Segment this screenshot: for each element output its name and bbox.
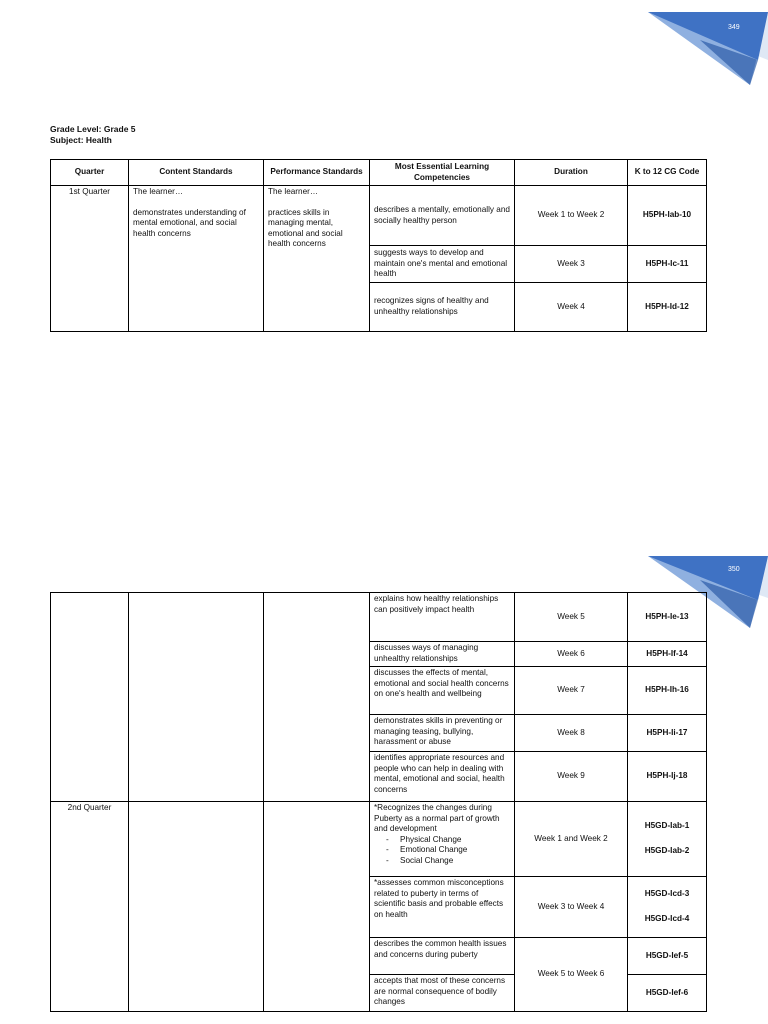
duration-cell: Week 1 and Week 2 [515,802,628,877]
melc-cell: recognizes signs of healthy and unhealthy relationships [370,283,515,332]
duration-cell: Week 9 [515,752,628,802]
puberty-change-list [374,835,510,867]
curriculum-table-page1 [50,159,707,332]
performance-text: practices skills in managing mental, emotional and social health concerns [268,207,343,249]
duration-cell: Week 7 [515,667,628,715]
duration-cell: Week 1 to Week 2 [515,186,628,246]
cg-code-cell: H5GD-Ief-5 [628,938,707,975]
content-intro: The learner… [133,187,184,196]
page-corner-decoration [640,0,768,95]
melc-cell: explains how healthy relationships can positively impact health [370,593,515,642]
cg-code-cell: H5PH-Ij-18 [628,752,707,802]
melc-cell: describes the common health issues and concerns during puberty [370,938,515,975]
header-melc: Most Essential Learning Competencies [370,160,515,186]
cg-code-a: H5GD-Iab-1 [644,821,690,831]
duration-cell: Week 4 [515,283,628,332]
cg-code-cell: H5GD-Ief-6 [628,975,707,1012]
content-text: demonstrates understanding of mental emotional, and social health concerns [133,207,246,238]
quarter-cell: 1st Quarter [51,186,129,332]
page-number: 349 [728,24,740,31]
performance-standards-cell [264,593,370,802]
melc-cell: accepts that most of these concerns are normal consequence of bodily changes [370,975,515,1012]
performance-intro: The learner… [268,187,319,196]
cg-code-cell: H5PH-Ic-11 [628,246,707,283]
grade-level: Grade Level: Grade 5 [50,124,136,134]
list-item: - Physical Change [388,835,510,846]
cg-code-cell [628,877,707,938]
performance-standards-cell [264,186,370,332]
duration-cell: Week 8 [515,715,628,752]
header-duration: Duration [515,160,628,186]
melc-text: *Recognizes the changes during Puberty as a normal part of growth and development [374,803,500,834]
table-row [51,593,707,642]
duration-cell: Week 5 [515,593,628,642]
melc-cell: identifies appropriate resources and people who can help in dealing with mental, emotional and social, health concerns [370,752,515,802]
content-standards-cell [129,802,264,1012]
quarter-cell [51,593,129,802]
cg-code-b: H5GD-Iab-2 [644,846,690,855]
table-row [51,802,707,877]
header-quarter: Quarter [51,160,129,186]
cg-code-cell: H5PH-Ih-16 [628,667,707,715]
quarter-cell: 2nd Quarter [51,802,129,1012]
duration-cell: Week 6 [515,642,628,667]
list-item: - Social Change [388,856,510,867]
duration-cell: Week 3 to Week 4 [515,877,628,938]
cg-code-b: H5GD-Icd-4 [644,914,690,923]
cg-code-cell [628,802,707,877]
melc-cell: discusses the effects of mental, emotional and social health concerns on one's health and wellbeing [370,667,515,715]
duration-cell: Week 3 [515,246,628,283]
page-number: 350 [728,566,740,573]
duration-cell: Week 5 to Week 6 [515,938,628,1012]
cg-code-cell: H5PH-Ie-13 [628,593,707,642]
header-cg-code: K to 12 CG Code [628,160,707,186]
content-standards-cell [129,593,264,802]
melc-cell: demonstrates skills in preventing or managing teasing, bullying, harassment or abuse [370,715,515,752]
content-standards-cell [129,186,264,332]
header-content-standards: Content Standards [129,160,264,186]
table-row [51,186,707,246]
cg-code-cell: H5PH-Ii-17 [628,715,707,752]
curriculum-table-page2 [50,592,707,1012]
melc-cell [370,802,515,877]
header-performance-standards: Performance Standards [264,160,370,186]
cg-code-cell: H5PH-Id-12 [628,283,707,332]
melc-cell: describes a mentally, emotionally and socially healthy person [370,186,515,246]
cg-code-a: H5GD-Icd-3 [644,889,690,899]
cg-code-cell: H5PH-If-14 [628,642,707,667]
document-meta [50,124,136,146]
subject: Subject: Health [50,135,112,145]
melc-cell: *assesses common misconceptions related to puberty in terms of scientific basis and probable effects on health [370,877,515,938]
list-item: - Emotional Change [388,845,510,856]
melc-cell: suggests ways to develop and maintain one's mental and emotional health [370,246,515,283]
performance-standards-cell [264,802,370,1012]
table-header-row [51,160,707,186]
melc-cell: discusses ways of managing unhealthy relationships [370,642,515,667]
cg-code-cell: H5PH-Iab-10 [628,186,707,246]
